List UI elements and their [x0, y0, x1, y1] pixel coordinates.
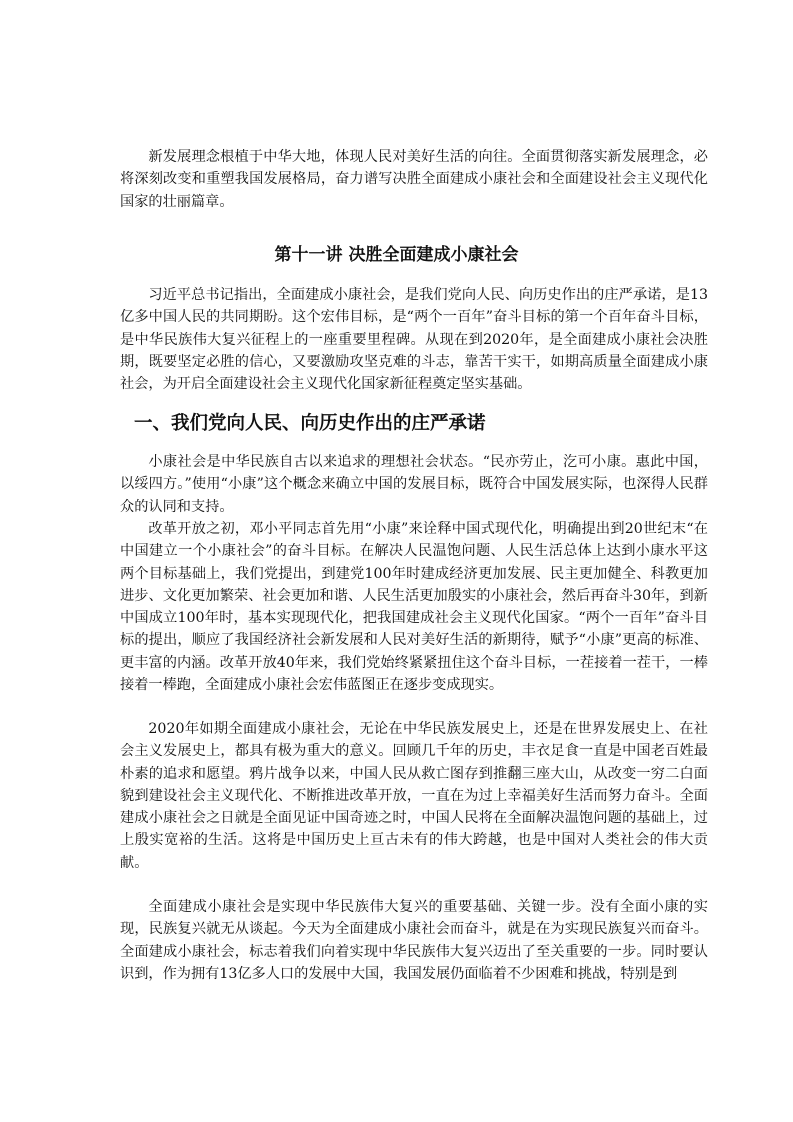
- section-1-paragraph-1: 小康社会是中华民族自古以来追求的理想社会状态。“民亦劳止，汔可小康。惠此中国，以绥四方。”使用“小康”这个概念来确立中国的发展目标，既符合中国发展实际，也深得人民群众的认同和支持。: [120, 454, 708, 515]
- lecture-intro-paragraph: 习近平总书记指出，全面建成小康社会，是我们党向人民、向历史作出的庄严承诺，是13亿多中国人民的共同期盼。这个宏伟目标，是“两个一百年”奋斗目标的第一个百年奋斗目标，是中华民族伟大复兴征程上的一座重要里程碑。从现在到2020年，是全面建成小康社会决胜期，既要坚定必胜的信心，又要激励攻坚克难的斗志，靠苦干实干，如期高质量全面建成小康社会，为开启全面建设社会主义现代化国家新征程奠定坚实基础。: [120, 287, 708, 393]
- section-1-paragraph-3: 2020年如期全面建成小康社会，无论在中华民族发展史上，还是在世界发展史上、在社会主义发展史上，都具有极为重大的意义。回顾几千年的历史，丰衣足食一直是中国老百姓最朴素的追求和愿望。鸦片战争以来，中国人民从救亡图存到推翻三座大山，从改变一穷二白面貌到建设社会主义现代化、不断推进改革开放，一直在为过上幸福美好生活而努力奋斗。全面建成小康社会之日就是全面见证中国奇迹之时，中国人民将在全面解决温饱问题的基础上，过上殷实宽裕的生活。这将是中国历史上亘古未有的伟大跨越，也是中国对人类社会的伟大贡献。: [120, 721, 708, 871]
- intro-paragraph: 新发展理念根植于中华大地，体现人民对美好生活的向往。全面贯彻落实新发展理念，必将深刻改变和重塑我国发展格局，奋力谱写决胜全面建成小康社会和全面建设社会主义现代化国家的壮丽篇章。: [120, 149, 708, 210]
- section-1-title: 一、我们党向人民、向历史作出的庄严承诺: [134, 413, 486, 434]
- section-1-paragraph-2: 改革开放之初，邓小平同志首先用“小康”来诠释中国式现代化，明确提出到20世纪末“在中国建立一个小康社会”的奋斗目标。在解决人民温饱问题、人民生活总体上达到小康水平这两个目标基础上，我们党提出，到建党100年时建成经济更加发展、民主更加健全、科教更加进步、文化更加繁荣、社会更加和谐、人民生活更加殷实的小康社会，然后再奋斗30年，到新中国成立100年时，基本实现现代化，把我国建成社会主义现代化国家。“两个一百年”奋斗目标的提出，顺应了我国经济社会新发展和人民对美好生活的新期待，赋予“小康”更高的标准、更丰富的内涵。改革开放40年来，我们党始终紧紧扭住这个奋斗目标，一茬接着一茬干，一棒接着一棒跑，全面建成小康社会宏伟蓝图正在逐步变成现实。: [120, 521, 708, 694]
- lecture-title: 第十一讲 决胜全面建成小康社会: [274, 245, 519, 265]
- section-1-paragraph-4: 全面建成小康社会是实现中华民族伟大复兴的重要基础、关键一步。没有全面小康的实现，民族复兴就无从谈起。今天为全面建成小康社会而奋斗，就是在为实现民族复兴而奋斗。全面建成小康社会，标志着我们向着实现中华民族伟大复兴迈出了至关重要的一步。同时要认识到，作为拥有13亿多人口的发展中大国，我国发展仍面临着不少困难和挑战，特别是到: [120, 899, 708, 982]
